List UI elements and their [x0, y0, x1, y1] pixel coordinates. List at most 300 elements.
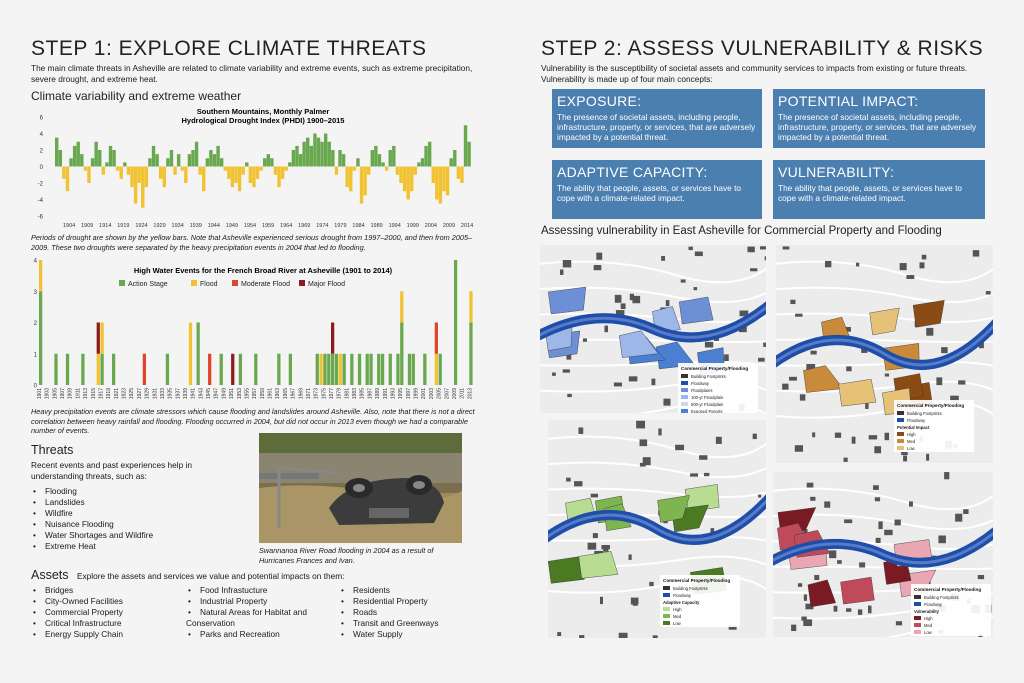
- map-parcel: [839, 379, 876, 406]
- map-legend-title: Commercial Property/Flooding: [897, 403, 965, 408]
- phdi-bar: [87, 167, 90, 184]
- map-building: [865, 403, 868, 409]
- hw-bar: [100, 354, 103, 385]
- map-building: [560, 269, 564, 274]
- phdi-bar: [345, 167, 348, 188]
- phdi-bar: [295, 146, 298, 167]
- map-building: [658, 428, 661, 435]
- hw-xtick: 1909: [67, 388, 74, 400]
- hw-bar: [454, 260, 457, 385]
- hw-xtick: 1997: [405, 388, 412, 400]
- assets-intro: Explore the assets and services we value and potential impacts on them:: [76, 571, 345, 581]
- phdi-bar: [435, 167, 438, 200]
- asset-item: • Commercial Property: [31, 607, 123, 618]
- phdi-bar: [62, 167, 65, 179]
- phdi-title-line2: Hydrological Drought Index (PHDI) 1900–2015: [181, 116, 345, 125]
- map-graphic: [776, 245, 993, 463]
- card-exposure-desc: The presence of societal assets, including people, infrastructure, property, or services, that are adversely impacted by a potential threat.: [557, 112, 756, 142]
- map-legend-swatch: [897, 432, 904, 436]
- hw-xtick: 1931: [152, 388, 159, 400]
- map-legend-swatch: [681, 388, 688, 392]
- map-building: [661, 256, 665, 261]
- map-building: [973, 250, 979, 256]
- card-adaptive-capacity: [552, 160, 762, 219]
- hw-xtick: 1937: [175, 388, 182, 400]
- map-legend-swatch: [681, 395, 688, 399]
- hw-xtick: 1951: [229, 388, 236, 400]
- map-legend-swatch: [914, 630, 921, 634]
- hw-bar: [143, 354, 146, 385]
- phdi-bar: [299, 154, 302, 166]
- hw-bar: [189, 323, 192, 386]
- hw-xtick: 2011: [459, 388, 466, 399]
- phdi-bar: [77, 142, 80, 167]
- phdi-bar: [84, 167, 87, 171]
- map-building: [901, 452, 908, 455]
- threat-item: • Wildfire: [31, 508, 153, 519]
- hw-xtick: 1961: [267, 388, 274, 400]
- map-building: [557, 632, 561, 636]
- high-water-chart: [31, 255, 478, 407]
- phdi-bar: [342, 154, 345, 166]
- map-legend-label: Floodway: [673, 593, 691, 598]
- threat-item: • Landslides: [31, 497, 153, 508]
- phdi-bar: [152, 146, 155, 167]
- assets-col1: [31, 585, 123, 640]
- phdi-xtick: 1914: [99, 223, 112, 229]
- phdi-bar: [120, 167, 123, 179]
- map-building: [807, 483, 814, 488]
- hw-bar: [331, 354, 334, 385]
- phdi-bar: [148, 158, 151, 166]
- phdi-bar: [159, 167, 162, 179]
- map-legend-title: Commercial Property/Flooding: [681, 366, 749, 371]
- map-building: [936, 377, 942, 385]
- map-legend-swatch: [663, 593, 670, 597]
- map-building: [829, 550, 836, 558]
- map-building: [614, 383, 622, 387]
- asset-item: • Roads: [339, 607, 438, 618]
- phdi-bar: [102, 167, 105, 175]
- hw-legend-label: Major Flood: [308, 281, 345, 288]
- hw-bar: [239, 354, 242, 385]
- phdi-xtick: 2004: [424, 223, 437, 229]
- phdi-bar: [306, 138, 309, 167]
- map-legend-label: Building Footprints: [907, 411, 942, 416]
- hw-bar: [327, 354, 330, 385]
- map-building: [619, 633, 628, 638]
- phdi-bar: [449, 158, 452, 166]
- map-legend-label: Med: [673, 614, 682, 619]
- map-building: [753, 434, 757, 439]
- map-parcel: [840, 577, 874, 604]
- hw-xtick: 1903: [44, 388, 51, 400]
- map-building: [643, 457, 651, 465]
- hw-xtick: 1939: [183, 388, 189, 400]
- hw-xtick: 1963: [275, 388, 282, 400]
- map-legend-swatch: [663, 621, 670, 625]
- phdi-bar: [274, 167, 277, 175]
- map-building: [926, 328, 933, 336]
- phdi-bar: [417, 162, 420, 166]
- hw-bar: [54, 354, 57, 385]
- phdi-xtick: 1919: [117, 223, 130, 229]
- map-parcel: [548, 287, 586, 314]
- map-building: [630, 294, 634, 300]
- map-building: [878, 521, 882, 529]
- hw-bar: [166, 354, 169, 385]
- threats-intro: Recent events and past experiences help in understanding threats, such as:: [31, 460, 192, 481]
- hw-bar: [400, 291, 403, 322]
- map-building: [579, 635, 584, 638]
- phdi-bar: [80, 154, 83, 166]
- hw-bar: [231, 354, 234, 385]
- map-building: [837, 560, 842, 564]
- map-building: [603, 545, 608, 552]
- phdi-bar: [170, 150, 173, 167]
- map-legend-label: Exposed Parcels: [691, 409, 723, 413]
- hw-xtick: 1941: [190, 388, 197, 400]
- variability-heading: Climate variability and extreme weather: [31, 89, 242, 103]
- map-building: [594, 265, 602, 270]
- hw-xtick: 1987: [367, 388, 374, 400]
- map-legend-label: Potential Impact: [897, 425, 930, 430]
- phdi-bar: [256, 167, 259, 179]
- phdi-bar: [396, 167, 399, 175]
- map-building: [588, 543, 597, 550]
- phdi-bar: [446, 167, 449, 196]
- phdi-ytick: 2: [39, 148, 43, 155]
- phdi-bar: [403, 167, 406, 192]
- hw-ytick: 0: [33, 383, 37, 390]
- map-building: [795, 314, 802, 317]
- phdi-xtick: 1979: [334, 223, 347, 229]
- hw-xtick: 1979: [336, 388, 343, 400]
- phdi-bar: [112, 150, 115, 167]
- map-building: [955, 514, 962, 522]
- map-building: [675, 445, 684, 450]
- hw-bar: [289, 354, 292, 385]
- phdi-xtick: 1904: [63, 223, 76, 229]
- hw-bar: [100, 323, 103, 354]
- map-building: [621, 303, 626, 309]
- phdi-xtick: 1924: [135, 223, 148, 229]
- card-adaptive-capacity-title: ADAPTIVE CAPACITY:: [557, 164, 708, 180]
- phdi-bar: [173, 167, 176, 175]
- hw-xtick: 2005: [436, 388, 443, 400]
- hw-xtick: 1919: [106, 388, 113, 400]
- map-building: [688, 247, 692, 250]
- hw-bar: [319, 354, 322, 385]
- map-legend-label: High: [907, 432, 916, 437]
- map-building: [896, 621, 902, 625]
- hw-xtick: 1993: [390, 388, 397, 400]
- map-building: [600, 597, 603, 604]
- map-legend-label: High: [924, 616, 933, 621]
- hw-ytick: 1: [33, 352, 37, 359]
- asset-item: • Natural Areas for Habitat and: [186, 607, 307, 618]
- map-building: [782, 384, 788, 390]
- map-building: [859, 562, 865, 567]
- phdi-bar: [216, 146, 219, 167]
- map-building: [874, 446, 881, 453]
- phdi-xtick: 1909: [81, 223, 94, 229]
- hw-bar: [369, 354, 372, 385]
- map-legend-label: 500-yr Floodplain: [691, 402, 724, 407]
- map-building: [574, 481, 582, 486]
- phdi-bar: [166, 158, 169, 166]
- hw-ytick: 2: [33, 321, 37, 327]
- phdi-bar: [363, 167, 366, 196]
- map-building: [615, 295, 622, 303]
- map-building: [825, 261, 831, 267]
- map-building: [583, 338, 587, 341]
- phdi-chart: [31, 103, 476, 230]
- map-legend-swatch: [897, 411, 904, 415]
- phdi-bar: [292, 150, 295, 167]
- hw-xtick: 2013: [467, 388, 474, 400]
- hw-xtick: 1959: [259, 388, 266, 400]
- asset-item: • Transit and Greenways: [339, 618, 438, 629]
- hw-xtick: 2003: [428, 388, 435, 400]
- map-building: [798, 583, 802, 587]
- phdi-bar: [69, 158, 72, 166]
- hw-xtick: 1923: [121, 388, 128, 400]
- phdi-bar: [410, 167, 413, 192]
- hw-xtick: 1927: [136, 388, 143, 400]
- map-legend-label: Building Footprints: [924, 595, 959, 600]
- card-exposure-title: EXPOSURE:: [557, 93, 642, 109]
- asset-item: Conservation: [186, 618, 235, 628]
- hw-xtick: 1957: [252, 388, 259, 400]
- asset-item: • Parks and Recreation: [186, 629, 307, 640]
- map-legend-label: Floodway: [924, 602, 942, 607]
- phdi-bar: [277, 167, 280, 188]
- hw-ytick: 4: [33, 258, 37, 265]
- hw-xtick: 1973: [313, 388, 320, 400]
- map-building: [651, 379, 655, 386]
- map-building: [803, 619, 812, 626]
- card-vulnerability-desc: The ability that people, assets, or services have to cope with a climate-related impact.: [778, 183, 963, 203]
- phdi-bar: [130, 167, 133, 188]
- map-building: [636, 421, 645, 429]
- map-legend-label: Low: [673, 621, 681, 626]
- hw-bar: [220, 354, 223, 385]
- map-building: [868, 606, 871, 614]
- map-building: [909, 501, 913, 506]
- hw-bar: [408, 354, 411, 385]
- map-building: [765, 256, 766, 260]
- phdi-bar: [360, 167, 363, 204]
- hw-bar: [335, 354, 338, 385]
- assets-col3: [339, 585, 438, 640]
- hw-bar: [81, 354, 84, 385]
- phdi-xtick: 1999: [406, 223, 419, 229]
- phdi-bar: [406, 167, 409, 200]
- phdi-bar: [313, 134, 316, 167]
- hw-bar: [358, 354, 361, 385]
- threat-item: • Nuisance Flooding: [31, 519, 153, 530]
- pdhi-caption: Periods of drought are shown by the yellow bars. Note that Asheville experienced serious drought from 1997–2000, and then from 2005–2009. These two droughts were separated by the heavy precipitation events in 2004 that led to flooding.: [31, 233, 473, 252]
- map-parcel: [870, 308, 900, 335]
- map-building: [596, 253, 602, 260]
- asset-item: • Energy Supply Chain: [31, 629, 123, 640]
- hw-bar: [389, 354, 392, 385]
- hw-xtick: 1929: [144, 388, 151, 400]
- hw-xtick: 1975: [321, 388, 328, 400]
- threat-item: • Water Shortages and Wildfire: [31, 530, 153, 541]
- phdi-bar: [238, 167, 241, 192]
- phdi-title-line1: Southern Mountains, Monthly Palmer: [196, 107, 330, 116]
- phdi-bar: [349, 167, 352, 192]
- map-building: [790, 300, 795, 304]
- map-building: [563, 260, 571, 267]
- map-building: [593, 533, 598, 538]
- map-building: [681, 279, 686, 282]
- phdi-bar: [188, 154, 191, 166]
- hw-bar: [66, 354, 69, 385]
- map-building: [694, 287, 698, 290]
- photo-caption: Swannanoa River Road flooding in 2004 as a result of Hurricanes Frances and Ivan.: [259, 546, 434, 565]
- hw-xtick: 1955: [244, 388, 251, 400]
- phdi-xtick: 2009: [442, 223, 456, 229]
- phdi-bar: [453, 150, 456, 167]
- phdi-xtick: 1989: [370, 223, 383, 229]
- phdi-bar: [137, 167, 140, 184]
- phdi-xtick: 1984: [352, 223, 365, 229]
- hw-xtick: 1921: [113, 388, 120, 400]
- hw-xtick: 1995: [398, 388, 405, 400]
- phdi-bar: [127, 167, 130, 175]
- map-legend-label: High: [673, 607, 682, 612]
- hw-legend-label: Action Stage: [128, 281, 168, 288]
- phdi-bar: [424, 146, 427, 167]
- hw-bar: [197, 323, 200, 386]
- phdi-bar: [464, 125, 467, 166]
- map-building: [906, 275, 914, 279]
- phdi-bar: [385, 167, 388, 171]
- map-building: [699, 455, 707, 460]
- map-building: [747, 247, 754, 253]
- map-legend-label: Low: [924, 630, 932, 635]
- map-building: [791, 625, 796, 631]
- threat-item: • Flooding: [31, 486, 153, 497]
- map-parcel: [579, 551, 618, 578]
- map-building: [873, 485, 879, 490]
- map-building: [552, 373, 556, 376]
- map-building: [704, 473, 709, 476]
- flood-photo: [259, 433, 462, 543]
- phdi-bar: [134, 167, 137, 204]
- assets-col2: [186, 585, 307, 640]
- card-adaptive-capacity-desc: The ability that people, assets, or services have to cope with a climate-related impact.: [557, 183, 742, 203]
- phdi-bar: [457, 167, 460, 179]
- map-building: [563, 369, 570, 372]
- phdi-bar: [267, 154, 270, 166]
- map-legend-swatch: [663, 614, 670, 618]
- map-building: [938, 535, 946, 543]
- hw-xtick: 2001: [421, 388, 428, 400]
- map-legend-title: Commercial Property/Flooding: [914, 587, 982, 592]
- map-building: [885, 374, 889, 377]
- map-building: [846, 366, 851, 371]
- card-potential-impact-desc: The presence of societal assets, including people, infrastructure, property, or services, that are adversely impacted by a potential threat.: [778, 112, 977, 142]
- phdi-bar: [263, 158, 266, 166]
- phdi-bar: [353, 167, 356, 171]
- phdi-bar: [331, 150, 334, 167]
- hw-bar: [277, 354, 280, 385]
- hw-ytick: 3: [33, 289, 37, 296]
- phdi-ytick: 4: [39, 132, 43, 138]
- map-building: [690, 473, 698, 476]
- map-building: [814, 575, 819, 580]
- hw-xtick: 1947: [213, 388, 220, 400]
- map-legend-swatch: [681, 402, 688, 406]
- phdi-bar: [59, 150, 62, 167]
- phdi-bar: [181, 167, 184, 171]
- map-building: [633, 601, 638, 605]
- hw-bar: [39, 291, 42, 385]
- hw-xtick: 1911: [75, 388, 82, 399]
- phdi-bar: [335, 167, 338, 175]
- hw-xtick: 1981: [344, 388, 351, 400]
- map-legend-swatch: [914, 616, 921, 620]
- hw-xtick: 1999: [413, 388, 420, 400]
- phdi-bar: [338, 150, 341, 167]
- map-building: [666, 300, 670, 306]
- phdi-bar: [432, 167, 435, 184]
- map-legend: [660, 575, 740, 627]
- phdi-bar: [285, 167, 288, 171]
- hw-xtick: 1983: [352, 388, 359, 400]
- map-legend-swatch: [897, 439, 904, 443]
- map-building: [567, 394, 572, 397]
- map-legend-swatch: [663, 586, 670, 590]
- hw-bar: [381, 354, 384, 385]
- asset-item: • Critical Infrastructure: [31, 618, 123, 629]
- map-building: [884, 530, 893, 535]
- map-parcel: [913, 300, 944, 327]
- map-legend-label: Med: [907, 439, 916, 444]
- phdi-ytick: 0: [39, 165, 43, 171]
- phdi-bar: [227, 167, 230, 179]
- phdi-xtick: 1994: [388, 223, 401, 229]
- phdi-bar: [288, 162, 291, 166]
- map-parcel: [679, 297, 713, 324]
- phdi-bar: [270, 158, 273, 166]
- phdi-bar: [374, 146, 377, 167]
- map-graphic: [773, 472, 993, 637]
- map-building: [695, 252, 703, 257]
- hw-bar: [377, 354, 380, 385]
- card-potential-impact-title: POTENTIAL IMPACT:: [778, 93, 919, 109]
- map-building: [986, 291, 991, 294]
- hw-xtick: 1913: [83, 388, 90, 400]
- map-building: [724, 354, 729, 361]
- phdi-bar: [356, 158, 359, 166]
- hw-legend-swatch: [299, 280, 305, 286]
- threats-heading: Threats: [31, 443, 74, 457]
- phdi-bar: [460, 167, 463, 184]
- hw-bar: [97, 323, 100, 354]
- map-building: [800, 394, 805, 400]
- hw-bar: [331, 323, 334, 354]
- phdi-bar: [231, 167, 234, 188]
- hw-xtick: 1905: [52, 388, 59, 400]
- phdi-xtick: 1959: [261, 223, 275, 229]
- map-building: [578, 427, 583, 433]
- map-legend-title: Commercial Property/Flooding: [663, 578, 731, 583]
